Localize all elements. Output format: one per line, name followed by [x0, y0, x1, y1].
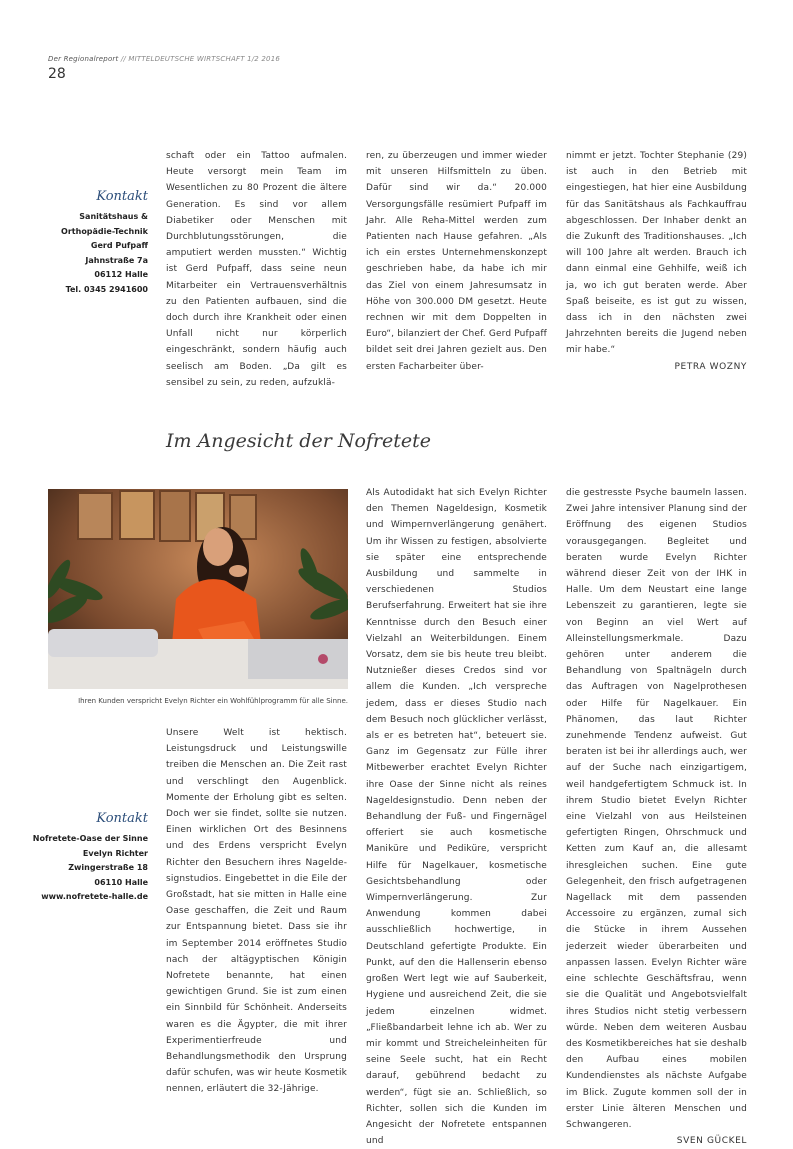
article2-column-2: [366, 485, 547, 1149]
article2-column-3: [566, 485, 747, 1149]
kontakt-line: Gerd Pufpaff: [90, 241, 148, 251]
kontakt-address-2: [30, 832, 148, 905]
article2-text-3: die gestresste Psyche baumeln lassen. Zwei Jahre intensiver Planung sind der Eröffnung des eigenen Studios vorausgegangen. Begleitet und beraten wurde Evelyn Richter während dieser Zeit von der IHK in Halle. Um dem Neustart eine lange Lebenszeit zu garantieren, legte sie von Beginn an viel Wert auf Alleinstellungsmerkmale. Dazu gehören unter anderem die Behandlung von Spaltnägeln durch das Auftragen von Nagelprothesen oder Hilfe für Nagelkauer. Ein Phänomen, das laut Richter zunehmende Tendenz aufweist. Gut beraten ist bei ihr allerdings auch, wer auf der Suche nach einzigartigem, weil handgefertigtem Schmuck ist. In ihrem Studio bietet Evelyn Richter eine Vielzahl von aus Heilsteinen gefertigten Ringen, Ohrschmuck und Ketten zum Kauf an, die allesamt ihresgleichen suchen. Eine gute Gelegenheit, den frisch aufgetragenen Nagellack mit dem passenden Accessoire zu ergänzen, zumal sich die Stücke in ihrem Aussehen jederzeit wieder überarbeiten und anpassen lassen. Evelyn Richter wäre eine schlechte Geschäftsfrau, wenn sie die Qualität und Angebotsvielfalt ihres Studios nicht stetig verbessern würde. Neben dem weiteren Ausbau des Kosmetikbereiches hat sie deshalb den Aufbau eines mobilen Kundendienstes als nächste Aufgabe im Blick. Zugute kommen soll der in erster Linie älteren Menschen und Schwangeren.: [566, 488, 747, 1130]
article2-text-1: Unsere Welt ist hektisch. Leistungsdruck und Leistungswille treiben die Menschen an. Die Zeit rast und verschlingt den Augenblick. Momente der Erholung gibt es selten. Doch wer sie findet, sollte sie nutzen. Einen wirklichen Ort des Besinnens und des Erdens verspricht Evelyn Richter den Besuchern ihres Nageldesignstudios. Eingebettet in die Eile der Großstadt, hat sie mitten in Halle eine Oase geschaffen, die Zeit und Raum zur Entspannung bietet. Dass sie ihr im September 2014 eröffnetes Studio nach der altägyptischen Königin Nofretete benannte, hat einen gewichtigen Grund. Sie ist zum einen ein Sinnbild für Schönheit. Anderseits waren es die Ägypter, die mit ihrer Experimentierfreude und Behandlungsmethodik den Ursprung dafür schufen, was wir heute Kosmetik nennen, erläutert die 32-Jährige.: [166, 728, 347, 1095]
article2-column-1: [166, 725, 347, 1098]
kontakt-line: Sanitätshaus &: [79, 212, 148, 221]
kontakt-line: 06112 Halle: [94, 270, 148, 280]
kontakt-line: Jahnstraße 7a: [85, 255, 148, 265]
kontakt-line: Nofretete-Oase der Sinne: [32, 834, 148, 843]
article1-text-3: nimmt er jetzt. Tochter Stephanie (29) ist auch in den Betrieb mit eingestiegen, hat hier eine Ausbildung für das Sanitätshaus als Fachkauffrau abgeschlossen. Der Inhaber denkt an die Zukunft des Traditionshauses. „Ich will 100 Jahre alt werden. Brauch ich dann einmal eine Gehhilfe, weiß ich ja, wo ich gut beraten werde. Aber Spaß beiseite, es ist gut zu wissen, dass ich in den nächsten zwei Jahrzehnten bereits die Jugend neben mir habe.“: [566, 151, 747, 356]
website-link[interactable]: www.nofretete-halle.de: [41, 892, 148, 902]
kontakt-line: Zwingerstraße 18: [68, 863, 148, 873]
article1-text-2: ren, zu überzeugen und immer wieder mit unseren Hilfsmitteln zu üben. Dafür sind wir da.“ 20.000 Versorgungsfälle resümiert Pufpaff im Jahr. Alle Reha-Mittel werden zum Patienten nach Hause gefahren. „Als ich ein erstes Unternehmenskonzept geschrieben habe, da habe ich mir das Ziel von einem Jahresumsatz in Höhe von 300.000 DM gesetzt. Heute rechnen wir mit dem Doppelten in Euro“, bilanziert der Chef. Gerd Pufpaff bildet seit drei Jahren gezielt aus. Den ersten Facharbeiter über-: [366, 151, 547, 372]
article-photo: [48, 489, 348, 689]
article1-column-2: [366, 148, 547, 375]
page-number: 28: [48, 66, 66, 82]
photo-caption: Ihren Kunden verspricht Evelyn Richter ein Wohlfühlprogramm für alle Sinne.: [78, 697, 348, 705]
magazine-name: Der Regionalreport: [48, 55, 119, 63]
kontakt-line: Evelyn Richter: [82, 848, 148, 858]
article2-author: SVEN GÜCKEL: [676, 1136, 747, 1147]
kontakt-line: Orthopädie-Technik: [61, 226, 148, 236]
article2-headline: Im Angesicht der Nofretete: [166, 430, 432, 452]
kontakt-heading-2: Kontakt: [96, 811, 148, 826]
magazine-section: // MITTELDEUTSCHE WIRTSCHAFT 1/2 2016: [118, 55, 280, 63]
article2-text-2: Als Autodidakt hat sich Evelyn Richter den Themen Nageldesign, Kosmetik und Wimpernverlängerung genähert. Um ihr Wissen zu festigen, absolvierte sie später eine entsprechende Ausbildung und sammelte in verschiedenen Studios Berufserfahrung. Erweitert hat sie ihre Kenntnisse durch den Besuch einer Vielzahl an Weiterbildungen. Einem Vorsatz, dem sie bis heute treu bleibt. Nutznießer dieses Credos sind vor allem die Kunden. „Ich verspreche jedem, dass er dieses Studio nach dem Besuch noch glücklicher verlässt, als er es betreten hat“, beteuert sie. Ganz im Gegensatz zur Fülle ihrer Mitbewerber erachtet Evelyn Richter ihre Oase der Sinne nicht als reines Nageldesignstudio. Denn neben der Behandlung der Fuß- und Fingernägel offeriert sie auch kosmetische Maniküre und Pediküre, verspricht Hilfe für Nagelkauer, kosmetische Gesichtsbehandlung oder Wimpernverlängerung. Zur Anwendung kommen dabei ausschließlich hochwertige, in Deutschland gefertigte Produkte. Ein Punkt, auf den die Hallenserin ebenso großen Wert legt wie auf Sauberkeit, Hygiene und ausreichend Zeit, die sie jedem einzelnen widmet. „Fließbandarbeit lehne ich ab. Wer zu mir kommt und Streicheleinheiten für seine Seele sucht, hat ein Recht darauf, gebührend bedacht zu werden“, fügt sie an. Schließlich, so Richter, sollen sich die Kunden im Angesicht der Nofretete entspannen und: [366, 488, 547, 1147]
article1-author: PETRA WOZNY: [674, 361, 747, 372]
article1-text-1: schaft oder ein Tattoo aufmalen. Heute versorgt mein Team im Wesentlichen zu 80 Prozent die ältere Generation. Es sind vor allem Diabetiker oder Menschen mit Durchblutungsstörungen, die amputiert werden mussten.“ Wichtig ist Gerd Pufpaff, dass seine neun Mitarbeiter ein Vertrauensverhältnis zu den Patienten aufbauen, sind die doch durch ihre Krankheit oder einen Unfall nicht nur körperlich eingeschränkt, sondern häufig auch seelisch am Boden. „Da gilt es sensibel zu sein, zu reden, aufzuklä-: [166, 151, 347, 388]
kontakt-line: Tel. 0345 2941600: [65, 284, 148, 294]
article1-column-3: [566, 148, 747, 375]
kontakt-address-1: [40, 210, 148, 298]
photo-illustration: [48, 489, 348, 689]
article1-column-1: [166, 148, 347, 391]
kontakt-heading-1: Kontakt: [96, 189, 148, 204]
running-header: [48, 55, 280, 63]
kontakt-line: 06110 Halle: [94, 877, 148, 887]
